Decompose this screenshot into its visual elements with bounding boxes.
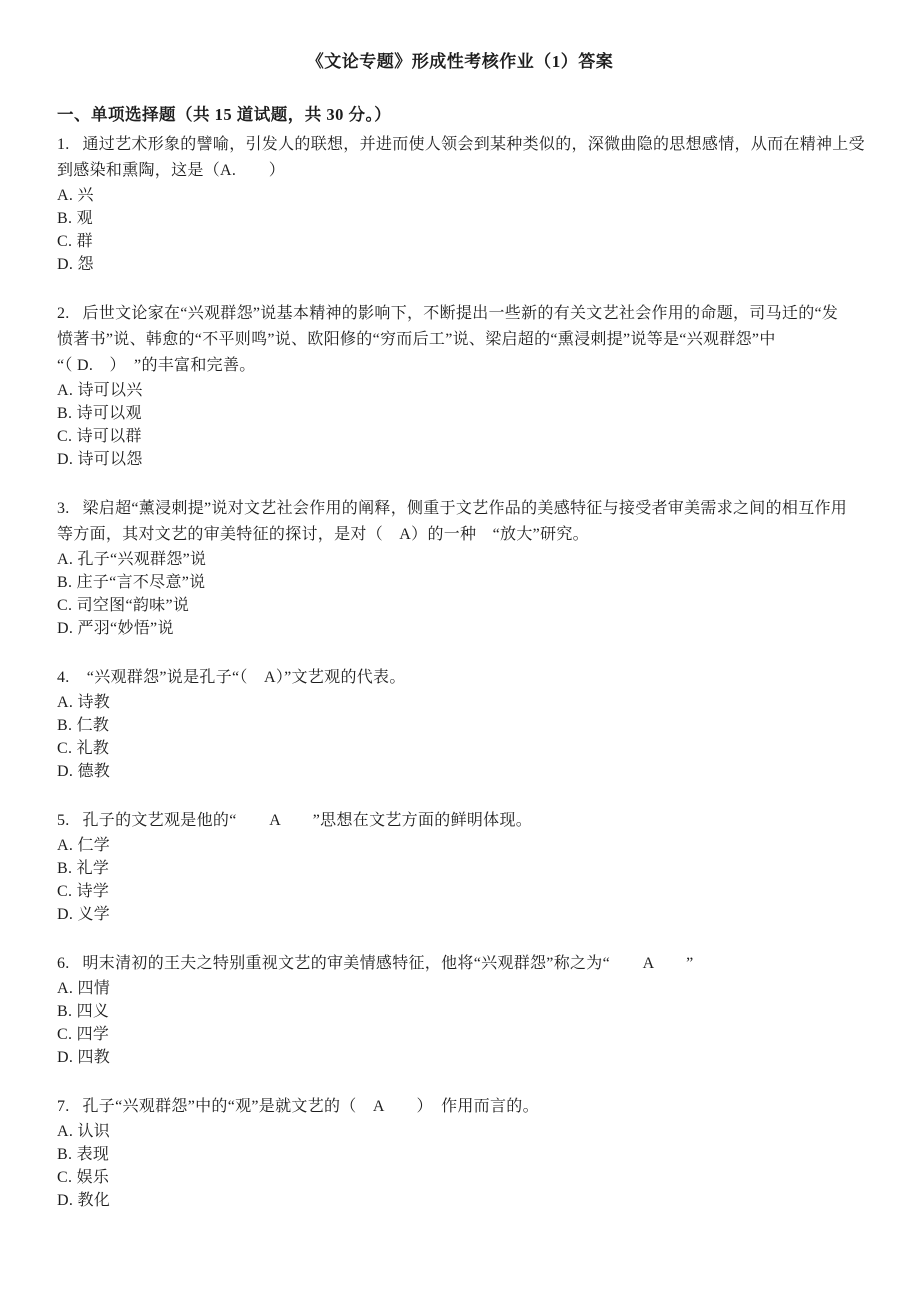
question-text-line: 3. 梁启超“薰浸刺提”说对文艺社会作用的阐释，侧重于文艺作品的美感特征与接受者审美需求之间的相互作用 [57, 500, 848, 517]
option-line: A. 认识 [57, 1123, 111, 1140]
option-line: C. 诗学 [57, 883, 110, 900]
option-line: A. 仁学 [57, 837, 111, 854]
option-line: D. 义学 [57, 906, 111, 923]
question-text-line: 2. 后世文论家在“兴观群怨”说基本精神的影响下，不断提出一些新的有关文艺社会作用的命题，司马迁的“发 [57, 305, 839, 322]
question-text-line: 到感染和熏陶，这是（A. ） [57, 162, 286, 179]
option-line: B. 庄子“言不尽意”说 [57, 574, 206, 591]
option-line: C. 礼教 [57, 740, 110, 757]
section-heading: 一、单项选择题（共 15 道试题，共 30 分。） [57, 105, 392, 124]
option-line: B. 观 [57, 210, 93, 227]
option-line: D. 四教 [57, 1049, 111, 1066]
option-line: B. 四义 [57, 1003, 110, 1020]
question-block [57, 665, 880, 783]
option-line: C. 诗可以群 [57, 428, 142, 445]
option-line: B. 礼学 [57, 860, 110, 877]
option-line: D. 教化 [57, 1192, 111, 1209]
option-line: D. 怨 [57, 256, 94, 273]
question-text-line: 6. 明末清初的王夫之特别重视文艺的审美情感特征，他将“兴观群怨”称之为“ A ” [57, 955, 694, 972]
question-block [57, 496, 880, 640]
option-line: B. 仁教 [57, 717, 110, 734]
page-title: 《文论专题》形成性考核作业（1）答案 [306, 52, 614, 71]
option-line: A. 诗教 [57, 694, 111, 711]
question-block [57, 808, 880, 926]
option-line: B. 诗可以观 [57, 405, 142, 422]
option-line: A. 孔子“兴观群怨”说 [57, 551, 207, 568]
question-text-line: 4. “兴观群怨”说是孔子“（ A）”文艺观的代表。 [57, 669, 406, 686]
option-line: A. 兴 [57, 187, 94, 204]
option-line: A. 四情 [57, 980, 111, 997]
question-block [57, 132, 880, 276]
question-block [57, 301, 880, 471]
option-line: C. 四学 [57, 1026, 110, 1043]
option-line: C. 群 [57, 233, 93, 250]
question-text-line: 等方面，其对文艺的审美特征的探讨，是对（ A）的一种 “放大”研究。 [57, 526, 589, 543]
question-block [57, 1094, 880, 1212]
question-text-line: “（ D. ） ”的丰富和完善。 [57, 357, 256, 374]
option-line: C. 娱乐 [57, 1169, 110, 1186]
option-line: D. 严羽“妙悟”说 [57, 620, 174, 637]
question-text-line: 1. 通过艺术形象的譬喻，引发人的联想，并进而使人领会到某种类似的，深微曲隐的思想感情，从而在精神上受 [57, 136, 865, 153]
option-line: A. 诗可以兴 [57, 382, 143, 399]
question-block [57, 951, 880, 1069]
question-text-line: 愤著书”说、韩愈的“不平则鸣”说、欧阳修的“穷而后工”说、梁启超的“熏浸刺提”说等是“兴观群怨”中 [57, 331, 776, 348]
question-list [57, 132, 880, 1212]
option-line: D. 诗可以怨 [57, 451, 143, 468]
option-line: D. 德教 [57, 763, 111, 780]
question-text-line: 7. 孔子“兴观群怨”中的“观”是就文艺的（ A ） 作用而言的。 [57, 1098, 539, 1115]
option-line: B. 表现 [57, 1146, 110, 1163]
option-line: C. 司空图“韵味”说 [57, 597, 190, 614]
question-text-line: 5. 孔子的文艺观是他的“ A ”思想在文艺方面的鲜明体现。 [57, 812, 533, 829]
